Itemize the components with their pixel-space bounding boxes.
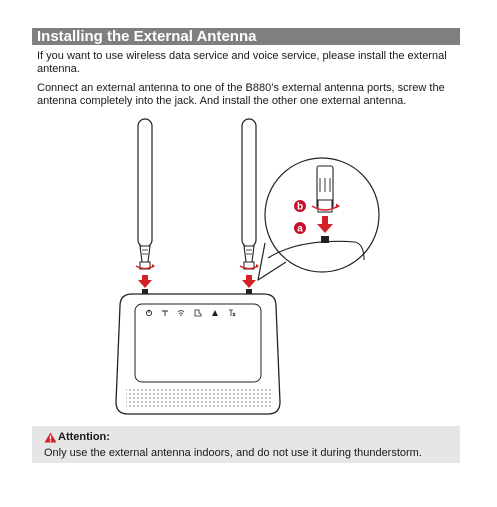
step-a-label: a	[297, 223, 303, 235]
left-antenna	[136, 119, 155, 269]
left-down-arrow	[138, 275, 152, 288]
attention-heading	[44, 431, 110, 444]
attention-box	[32, 426, 460, 463]
warning-icon	[44, 432, 57, 443]
section-title: Installing the External Antenna	[32, 28, 460, 45]
right-down-arrow	[242, 275, 256, 288]
step-b-label: b	[296, 201, 304, 213]
router	[116, 289, 280, 414]
attention-label: Attention:	[58, 431, 110, 443]
right-antenna	[240, 119, 259, 269]
attention-text: Only use the external antenna indoors, and do not use it during thunderstorm.	[44, 447, 422, 459]
detail-callout	[258, 158, 379, 280]
intro-paragraph: If you want to use wireless data service and voice service, please install the external antenna.	[37, 50, 447, 75]
instruction-paragraph: Connect an external antenna to one of the B880’s external antenna ports, screw the antenna completely into the jack. And install the other one external antenna.	[37, 82, 445, 107]
